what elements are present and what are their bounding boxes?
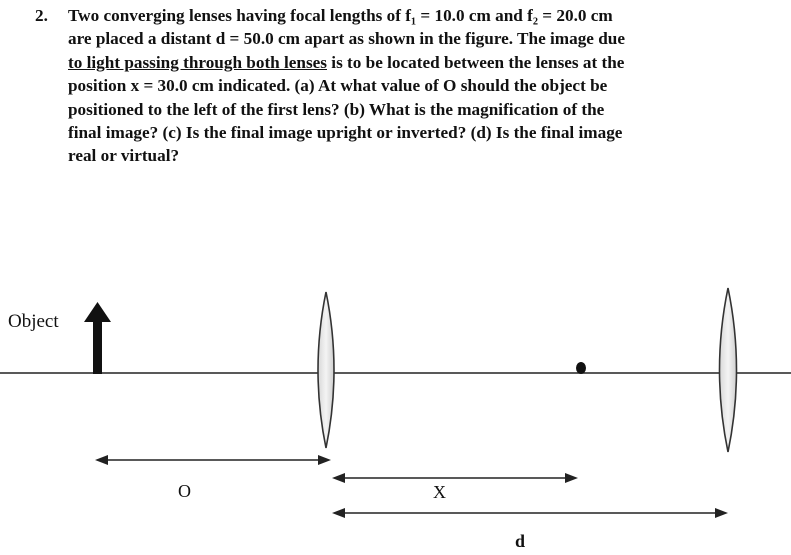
dimension-o-arrow	[95, 455, 331, 465]
underlined-phrase: to light passing through both lenses	[68, 52, 327, 72]
problem-line-1: Two converging lenses having focal lengths of f₁ = 10.0 cm and f₂ = 20.0 cm	[68, 6, 613, 25]
object-arrow	[84, 302, 111, 374]
dimension-o-label: O	[178, 481, 191, 501]
object-label: Object	[8, 311, 59, 332]
lens-2	[720, 288, 737, 452]
problem-line-6: final image? (c) Is the final image upright or inverted? (d) Is the final image	[68, 123, 623, 143]
image-point	[576, 362, 586, 374]
problem-number: 2.	[35, 6, 48, 25]
problem-line-5: positioned to the left of the first lens? (b) What is the magnification of the	[68, 99, 605, 119]
lens-1	[318, 292, 334, 448]
dimension-d-label: d	[515, 531, 526, 551]
problem-line-4: position x = 30.0 cm indicated. (a) At what value of O should the object be	[68, 76, 608, 96]
dimension-x-label: X	[433, 482, 446, 502]
problem-line-3-rest: is to be located between the lenses at the	[327, 52, 625, 72]
problem-line-7: real or virtual?	[68, 146, 180, 166]
dimension-d-arrow	[332, 508, 728, 518]
dimension-x-arrow	[332, 473, 578, 483]
problem-line-2: are placed a distant d = 50.0 cm apart as shown in the figure. The image due	[68, 29, 625, 49]
